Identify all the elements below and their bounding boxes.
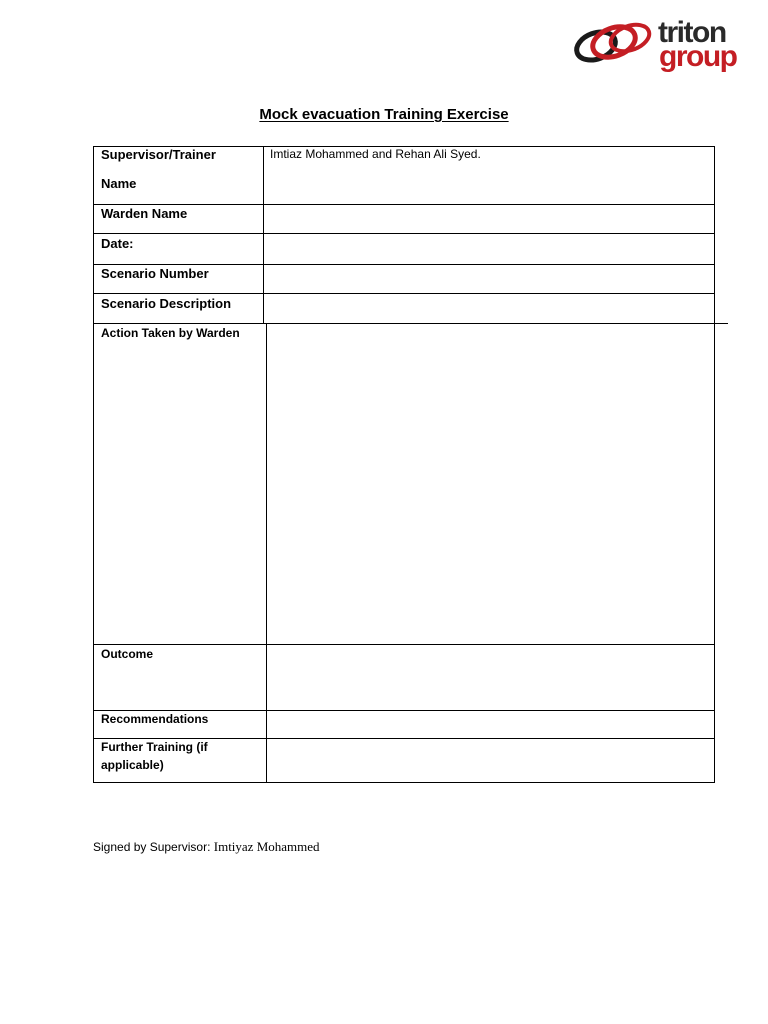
label-recommendations: Recommendations [101, 712, 209, 726]
triton-group-logo [572, 16, 748, 73]
supervisor-trainer-value: Imtiaz Mohammed and Rehan Ali Syed. [270, 147, 481, 161]
row-divider [93, 644, 715, 645]
column-divider [263, 146, 264, 324]
signature-label: Signed by Supervisor: [93, 840, 211, 854]
label-scenario-number: Scenario Number [101, 266, 209, 281]
rings-icon [572, 20, 662, 72]
form-table [93, 146, 715, 783]
label-supervisor-trainer: Supervisor/Trainer Name [101, 147, 216, 191]
label-further-training: Further Training (if applicable) [101, 740, 208, 772]
label-action-taken: Action Taken by Warden [101, 326, 240, 340]
row-divider [93, 233, 715, 234]
signature-line [93, 839, 320, 855]
document-title: Mock evacuation Training Exercise [259, 106, 509, 123]
signature-name: Imtiyaz Mohammed [213, 839, 320, 854]
column-divider [266, 323, 267, 783]
label-outcome: Outcome [101, 647, 154, 661]
row-divider [93, 293, 715, 294]
label-scenario-description: Scenario Description [101, 296, 232, 311]
label-warden-name: Warden Name [101, 206, 188, 221]
logo-word-triton: triton [658, 16, 726, 49]
label-date: Date: [101, 236, 134, 251]
logo-word-group: group [659, 40, 737, 73]
